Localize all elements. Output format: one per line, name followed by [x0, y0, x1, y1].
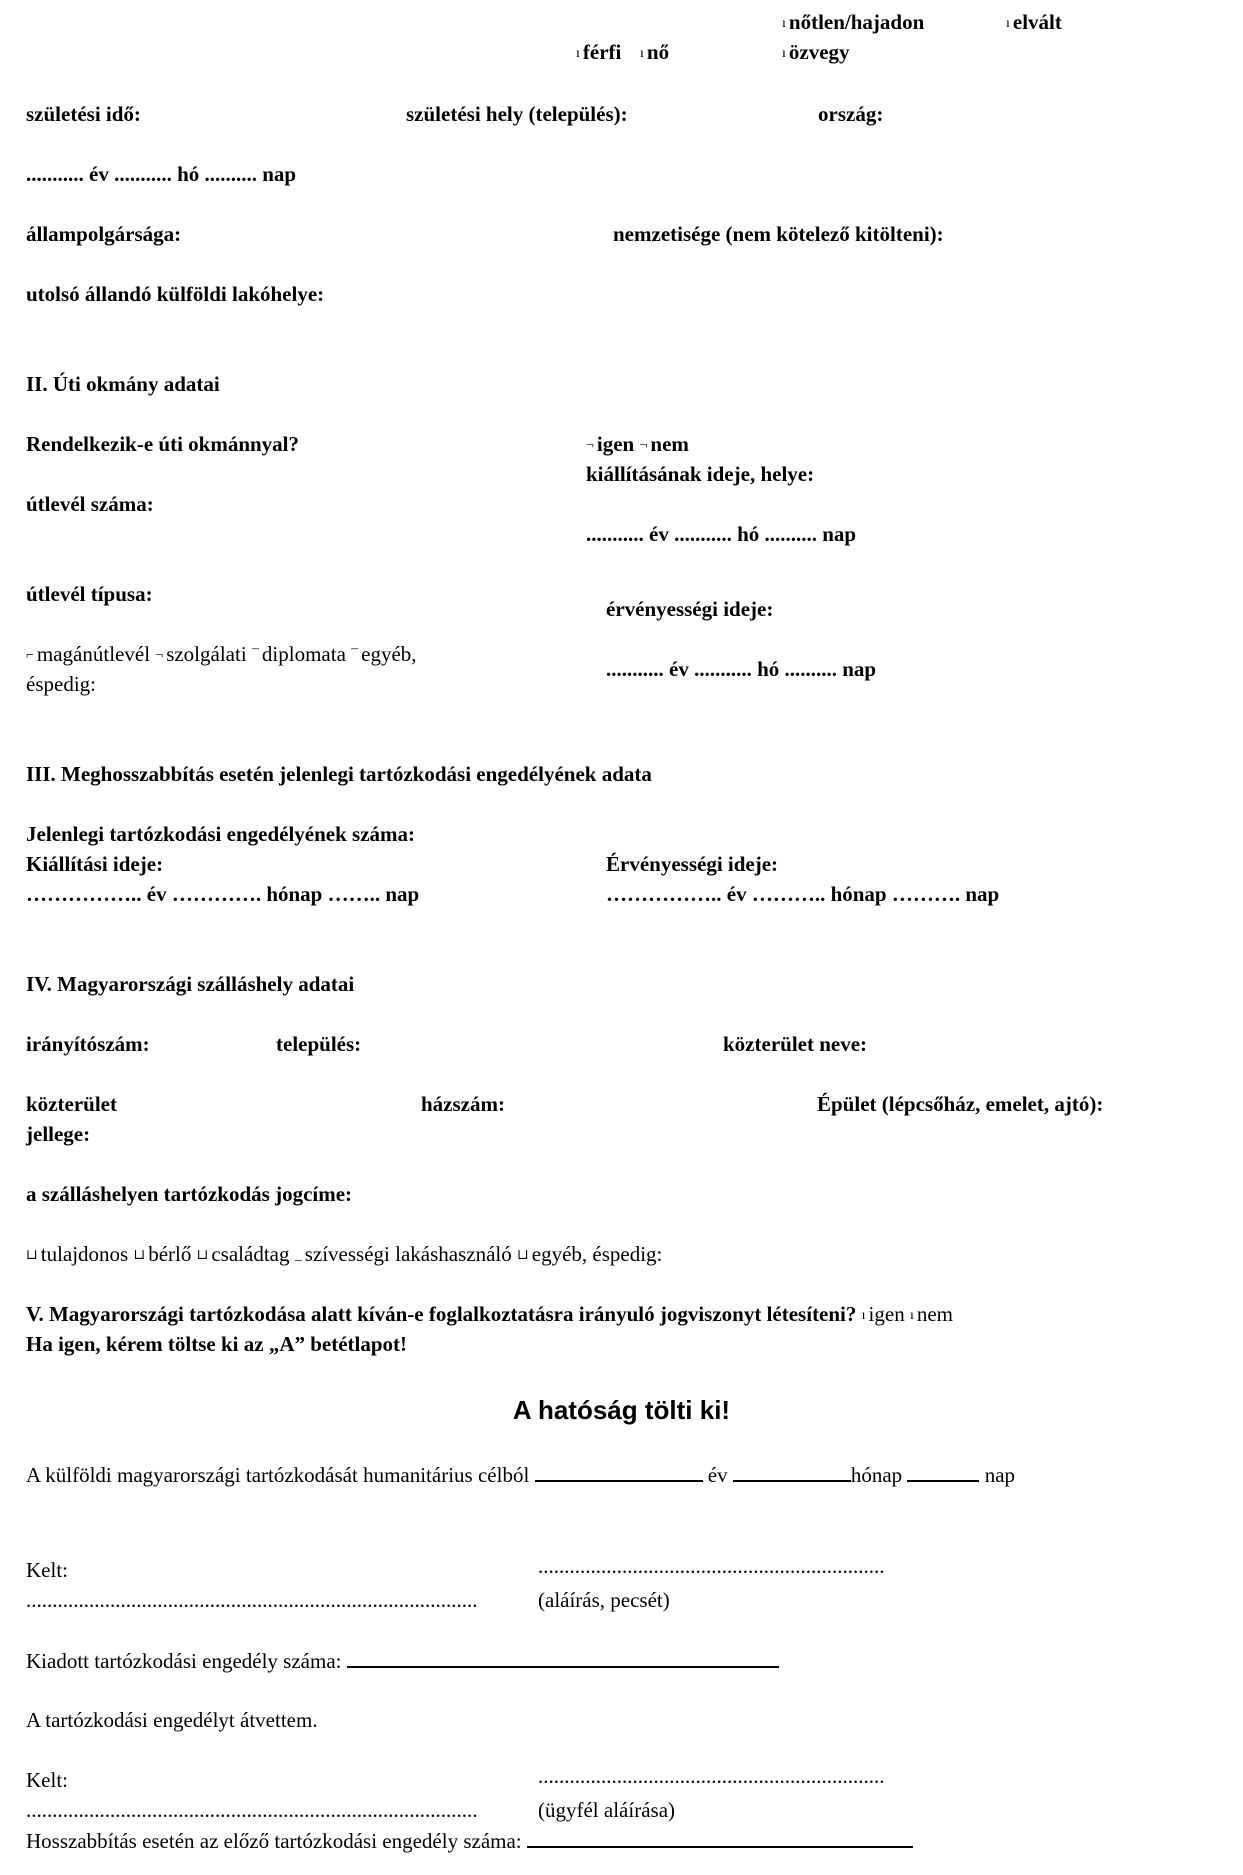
- csaladi-option-ozvegy[interactable]: ı özvegy: [782, 40, 850, 64]
- checkbox-icon[interactable]: ¯: [251, 648, 259, 663]
- atvettem-label: A tartózkodási engedélyt átvettem.: [26, 1708, 318, 1732]
- checkbox-icon[interactable]: ⊔: [133, 1248, 146, 1263]
- nem-option-ferfi[interactable]: ı férfi: [576, 40, 622, 64]
- uti-okmany-options[interactable]: ¬ igen ¬ nem: [586, 432, 689, 456]
- nap-field[interactable]: [907, 1462, 979, 1482]
- jogcim-options[interactable]: ⊔ tulajdonos ⊔ bérlő ⊔ családtag _ szívességi lakáshasználó ⊔ egyéb, éspedig:: [26, 1242, 663, 1266]
- orszag-label: ország:: [818, 102, 884, 126]
- checkbox-icon[interactable]: ı: [576, 46, 580, 61]
- checkbox-icon[interactable]: ⊔: [196, 1248, 209, 1263]
- jogcim-label: a szálláshelyen tartózkodás jogcíme:: [26, 1182, 353, 1206]
- checkbox-icon[interactable]: ı: [909, 1308, 914, 1323]
- iranyitoszam-label: irányítószám:: [26, 1032, 150, 1056]
- section-5-question: V. Magyarországi tartózkodása alatt kíván-e foglalkoztatásra irányuló jogviszonyt létesíteni? ı igen ı nem: [26, 1302, 953, 1326]
- checkbox-icon[interactable]: _: [294, 1248, 302, 1263]
- checkbox-icon[interactable]: ı: [640, 46, 644, 61]
- alairas-dots[interactable]: ..................................................................: [538, 1554, 885, 1578]
- checkbox-icon[interactable]: ¯: [351, 648, 359, 663]
- espedig-label: éspedig:: [26, 672, 96, 696]
- checkbox-icon[interactable]: ¬: [155, 648, 164, 663]
- ervenyesseg-datum-field[interactable]: ........... év ........... hó .......... nap: [606, 657, 877, 681]
- allampolgarsag-label: állampolgársága:: [26, 222, 182, 246]
- epulet-label: Épület (lépcsőház, emelet, ajtó):: [817, 1092, 1104, 1116]
- ervenyessegi-datum-field[interactable]: …………….. év ……….. hónap ………. nap: [606, 882, 1000, 906]
- checkbox-icon[interactable]: ⌐: [26, 648, 34, 663]
- checkbox-icon[interactable]: ı: [1006, 16, 1010, 31]
- ev-field[interactable]: [535, 1462, 703, 1482]
- utlevel-tipusa-label: útlevél típusa:: [26, 582, 153, 606]
- checkbox-icon[interactable]: ı: [782, 16, 786, 31]
- section-5-note: Ha igen, kérem töltse ki az „A” betétlapot!: [26, 1332, 408, 1356]
- checkbox-icon[interactable]: ¬: [586, 438, 594, 453]
- checkbox-icon[interactable]: ı: [861, 1308, 866, 1323]
- ervenyessegi-ideje-label: Érvényességi ideje:: [606, 852, 779, 876]
- foglalkoztatas-nem[interactable]: ı nem: [909, 1302, 953, 1326]
- kozterulet-jellege-label-2: jellege:: [26, 1122, 91, 1146]
- kozterulet-neve-label: közterület neve:: [723, 1032, 868, 1056]
- hatosag-title: A hatóság tölti ki!: [512, 1395, 731, 1425]
- telepules-label: település:: [276, 1032, 362, 1056]
- checkbox-icon[interactable]: ⊔: [517, 1248, 529, 1263]
- nem-option-no[interactable]: ı nő: [640, 40, 670, 64]
- nemzetiseg-label: nemzetisége (nem kötelező kitölteni):: [613, 222, 944, 246]
- kozterulet-jellege-label-1: közterület: [26, 1092, 117, 1116]
- alairas-label: (aláírás, pecsét): [538, 1588, 670, 1612]
- kiadott-line: Kiadott tartózkodási engedély száma:: [26, 1648, 779, 1673]
- ugyfel-dots[interactable]: ..................................................................: [538, 1764, 885, 1788]
- kelt2-dots[interactable]: ......................................................................................: [26, 1798, 478, 1822]
- kelt2-label: Kelt:: [26, 1768, 68, 1792]
- elozo-szam-field[interactable]: [527, 1828, 913, 1848]
- szuletesi-ido-label: születési idő:: [26, 102, 141, 126]
- hazszam-label: házszám:: [421, 1092, 505, 1116]
- humanitarius-line: A külföldi magyarországi tartózkodását humanitárius célból év hónap nap: [26, 1463, 1016, 1487]
- ugyfel-alairasa-label: (ügyfél aláírása): [538, 1798, 676, 1822]
- csaladi-option-elvalt[interactable]: ı elvált: [1006, 10, 1062, 34]
- checkbox-icon[interactable]: ⊔: [26, 1248, 38, 1263]
- uti-okmany-question: Rendelkezik-e úti okmánnyal?: [26, 432, 300, 456]
- kiadott-szam-field[interactable]: [347, 1648, 779, 1668]
- kiallitasi-ideje-label: Kiállítási ideje:: [26, 852, 164, 876]
- kiallitas-label: kiállításának ideje, helye:: [586, 462, 815, 486]
- lakohely-label: utolsó állandó külföldi lakóhelye:: [26, 282, 325, 306]
- utlevel-szama-label: útlevél száma:: [26, 492, 154, 516]
- csaladi-option-notlen[interactable]: ı nőtlen/hajadon: [782, 10, 925, 34]
- hosszabbitas-line: Hosszabbítás esetén az előző tartózkodási engedély száma:: [26, 1828, 913, 1853]
- section-3-heading: III. Meghosszabbítás esetén jelenlegi tartózkodási engedélyének adata: [26, 762, 652, 786]
- kiallitas-datum-field[interactable]: ........... év ........... hó .......... nap: [586, 522, 857, 546]
- utlevel-tipus-options[interactable]: ⌐ magánútlevél ¬ szolgálati ¯ diplomata ¯ egyéb,: [26, 642, 417, 666]
- kelt-label: Kelt:: [26, 1558, 68, 1582]
- honap-field[interactable]: [733, 1462, 851, 1482]
- foglalkoztatas-igen[interactable]: ı igen: [861, 1302, 905, 1326]
- section-2-heading: II. Úti okmány adatai: [26, 372, 220, 396]
- kiallitasi-datum-field[interactable]: …………….. év …………. hónap …….. nap: [26, 882, 420, 906]
- ervenyesseg-label: érvényességi ideje:: [606, 597, 774, 621]
- szuletesi-datum-field[interactable]: ........... év ........... hó .......... nap: [26, 162, 297, 186]
- szuletesi-hely-label: születési hely (település):: [406, 102, 628, 126]
- jelenlegi-szam-label: Jelenlegi tartózkodási engedélyének száma:: [26, 822, 416, 846]
- section-4-heading: IV. Magyarországi szálláshely adatai: [26, 972, 355, 996]
- checkbox-icon[interactable]: ı: [782, 46, 786, 61]
- kelt-dots[interactable]: ......................................................................................: [26, 1588, 478, 1612]
- checkbox-icon[interactable]: ¬: [639, 438, 648, 453]
